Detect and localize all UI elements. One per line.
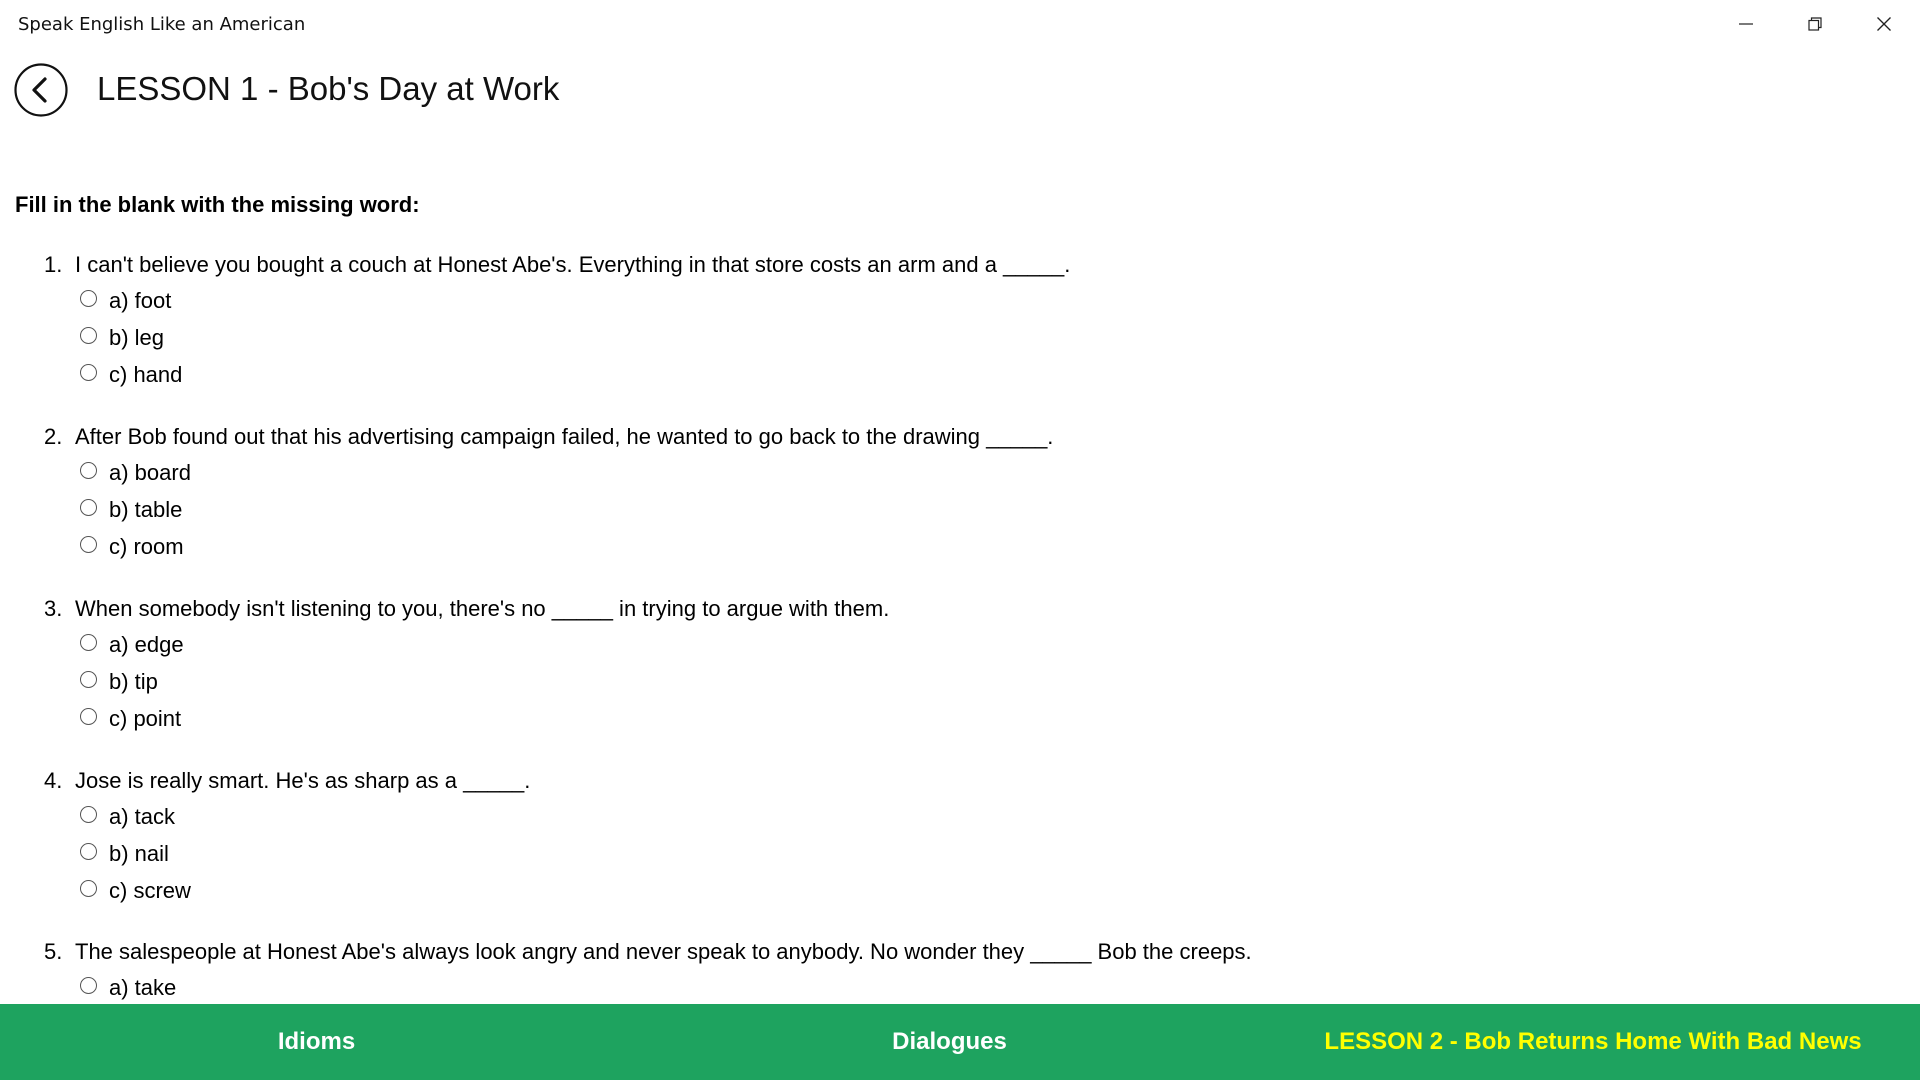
radio-button[interactable] — [80, 843, 97, 860]
minimize-icon — [1738, 16, 1754, 32]
option-label: a) board — [109, 459, 191, 485]
radio-button[interactable] — [80, 977, 97, 994]
radio-button[interactable] — [80, 364, 97, 381]
answer-option[interactable] — [80, 663, 1904, 700]
question-text-line — [44, 935, 1904, 969]
answer-option[interactable] — [80, 454, 1904, 491]
radio-button[interactable] — [80, 462, 97, 479]
radio-button[interactable] — [80, 880, 97, 897]
radio-button[interactable] — [80, 536, 97, 553]
app-title: Speak English Like an American — [18, 14, 306, 35]
answer-option[interactable] — [80, 282, 1904, 319]
option-label: b) nail — [109, 840, 169, 866]
radio-button[interactable] — [80, 671, 97, 688]
question-4 — [44, 764, 1904, 909]
close-icon — [1876, 16, 1892, 32]
option-label: b) leg — [109, 324, 165, 350]
answer-option[interactable] — [80, 835, 1904, 872]
question-number: 2. — [44, 424, 63, 449]
idioms-button[interactable]: Idioms — [277, 1028, 356, 1055]
title-bar — [0, 0, 1920, 48]
quiz-content[interactable] — [0, 180, 1920, 1004]
restore-icon — [1807, 16, 1823, 32]
option-label: c) screw — [109, 877, 191, 903]
option-label: a) take — [109, 974, 177, 1000]
option-label: a) edge — [109, 631, 184, 657]
question-text: Jose is really smart. He's as sharp as a _____. — [75, 768, 531, 793]
next-lesson-button[interactable]: LESSON 2 - Bob Returns Home With Bad News — [1324, 1028, 1862, 1055]
answer-option[interactable] — [80, 798, 1904, 835]
question-text: I can't believe you bought a couch at Honest Abe's. Everything in that store costs an arm and a _____. — [75, 252, 1071, 277]
question-2 — [44, 420, 1904, 565]
answer-option[interactable] — [80, 491, 1904, 528]
option-label: c) room — [109, 533, 184, 559]
option-label: b) tip — [109, 668, 158, 694]
answer-option[interactable] — [80, 528, 1904, 565]
dialogues-button[interactable]: Dialogues — [892, 1028, 1007, 1055]
minimize-button[interactable] — [1712, 0, 1780, 48]
page-title: LESSON 1 - Bob's Day at Work — [97, 70, 560, 107]
question-text-line — [44, 420, 1904, 454]
question-text-line — [44, 592, 1904, 626]
answer-option[interactable] — [80, 872, 1904, 909]
answer-option[interactable] — [80, 700, 1904, 737]
answer-option[interactable] — [80, 319, 1904, 356]
option-label: b) table — [109, 496, 183, 522]
question-text: After Bob found out that his advertising campaign failed, he wanted to go back to the drawing _____. — [75, 424, 1054, 449]
option-label: a) tack — [109, 803, 176, 829]
radio-button[interactable] — [80, 499, 97, 516]
question-text: When somebody isn't listening to you, there's no _____ in trying to argue with them. — [75, 596, 890, 621]
question-number: 4. — [44, 768, 63, 793]
question-number: 3. — [44, 596, 63, 621]
question-1 — [44, 248, 1904, 393]
question-text: The salespeople at Honest Abe's always look angry and never speak to anybody. No wonder they _____ Bob the creeps. — [75, 939, 1252, 964]
radio-button[interactable] — [80, 806, 97, 823]
option-label: a) foot — [109, 287, 172, 313]
question-5 — [44, 935, 1904, 1004]
restore-button[interactable] — [1781, 0, 1849, 48]
question-number: 1. — [44, 252, 63, 277]
back-button[interactable] — [14, 63, 68, 117]
question-text-line — [44, 764, 1904, 798]
question-text-line — [44, 248, 1904, 282]
question-3 — [44, 592, 1904, 737]
radio-button[interactable] — [80, 327, 97, 344]
radio-button[interactable] — [80, 634, 97, 651]
quiz-instruction: Fill in the blank with the missing word: — [15, 192, 420, 217]
answer-option[interactable] — [80, 969, 1904, 1004]
back-arrow-icon — [14, 63, 68, 117]
bottom-nav-bar — [0, 1004, 1920, 1080]
answer-option[interactable] — [80, 626, 1904, 663]
page-header — [0, 58, 1920, 120]
question-number: 5. — [44, 939, 63, 964]
radio-button[interactable] — [80, 708, 97, 725]
radio-button[interactable] — [80, 290, 97, 307]
close-button[interactable] — [1850, 0, 1918, 48]
option-label: c) hand — [109, 361, 183, 387]
option-label: c) point — [109, 705, 182, 731]
answer-option[interactable] — [80, 356, 1904, 393]
